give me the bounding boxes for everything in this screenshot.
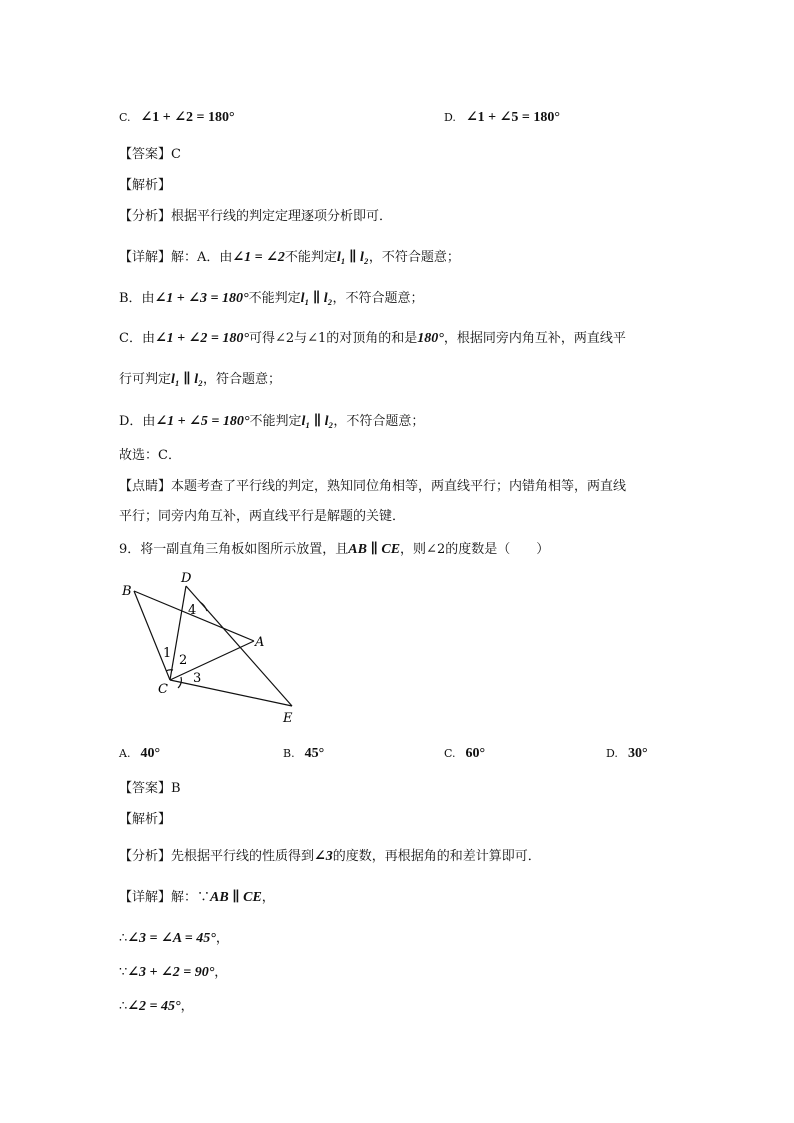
q9-option-d-value: 30° [627,746,648,761]
q8-detail-d-math1: ∠1 + ∠5 = 180° [155,414,250,429]
q9-detail-1 [119,888,275,908]
q9-detail-3-pre: ∵ [119,965,128,980]
q9-fenxi-post: 的度数，再根据角的和差计算即可． [332,849,541,864]
label-d: D [181,571,192,586]
q9-stem [119,540,549,560]
q8-detail-c-line2 [119,370,281,390]
q8-detail-b-math1: ∠1 + ∠3 = 180° [154,291,249,306]
q8-option-d-label: D. [444,111,456,124]
q8-detail-c-post: ，根据同旁内角互补，两直线平 [443,331,626,346]
q9-detail-4-pre: ∴ [119,999,128,1014]
q8-detail-c-mid: 可得∠2与∠1的对顶角的和是 [248,331,418,346]
q9-option-b [283,744,324,764]
q8-detail-a [119,248,460,268]
q8-detail-a-post: ，不符合题意； [368,250,460,265]
q8-detail-a-pre: 【详解】解：A．由 [119,250,233,265]
q9-detail-1-math: AB ∥ CE [210,890,262,905]
q9-detail-1-post: ， [261,890,275,905]
q9-option-c [444,744,485,764]
q8-detail-b-pre: B．由 [119,291,155,306]
q8-option-c-math: ∠1 + ∠2 = 180° [140,110,235,125]
q9-option-b-label: B. [283,747,295,760]
q8-choice: 故选：C． [119,448,181,463]
q8-dianjing-line1: 【点睛】本题考查了平行线的判定，熟知同位角相等，两直线平行；内错角相等，两直线 [119,479,627,494]
q9-fenxi-math: ∠3 [314,849,333,864]
q8-detail-a-math1: ∠1 = ∠2 [232,250,285,265]
q8-detail-d-mid: 不能判定 [249,414,302,429]
label-angle-4: 4 [188,603,197,618]
q8-analysis-heading: 【解析】 [119,178,172,193]
q9-detail-2-post: ， [215,931,229,946]
q8-answer: 【答案】C [119,147,181,162]
q9-answer: 【答案】B [119,781,181,796]
label-a: A [255,635,265,650]
q8-option-d-math: ∠1 + ∠5 = 180° [465,110,560,125]
q9-detail-4-post: ， [180,999,194,1014]
q9-option-c-value: 60° [465,746,486,761]
q9-detail-1-pre: 【详解】解：∵ [119,890,211,905]
q8-detail-c2-math: l₁ ∥ l₂ [171,372,203,387]
q9-option-c-label: C. [444,747,456,760]
q9-detail-3-math: ∠3 + ∠2 = 90° [127,965,215,980]
q9-detail-3 [119,963,227,983]
q9-fenxi-pre: 【分析】先根据平行线的性质得到 [119,849,315,864]
q9-option-b-value: 45° [304,746,325,761]
q8-detail-d-math2: l₁ ∥ l₂ [301,414,334,429]
q8-option-d [444,108,560,128]
q9-stem-pre: 9．将一副直角三角板如图所示放置，且 [119,542,349,557]
q9-detail-4 [119,997,194,1017]
q9-detail-4-math: ∠2 = 45° [127,999,181,1014]
q8-detail-d-pre: D．由 [119,414,156,429]
q9-stem-post: ，则∠2的度数是（ ） [400,542,550,557]
q8-detail-c-pre: C．由 [119,331,155,346]
q8-detail-b-post: ，不符合题意； [332,291,424,306]
q9-option-a-label: A. [119,747,131,760]
q9-detail-2 [119,929,229,949]
label-e: E [283,711,293,726]
q9-analysis-heading: 【解析】 [119,812,172,827]
q8-detail-a-mid: 不能判定 [284,250,337,265]
q8-detail-c-math1: ∠1 + ∠2 = 180° [154,331,249,346]
q8-detail-c-math2: 180° [417,331,444,346]
q8-detail-c-line1 [119,329,626,349]
q8-option-c [119,108,235,128]
q8-detail-d [119,412,424,432]
triangle-figure [115,568,315,728]
q9-detail-2-math: ∠3 = ∠A = 45° [127,931,216,946]
q9-stem-math: AB ∥ CE [348,542,401,557]
label-angle-2: 2 [179,653,188,668]
segment-ce [170,680,292,706]
q8-dianjing-line2: 平行；同旁内角互补，两直线平行是解题的关键． [119,509,406,524]
q8-option-c-label: C. [119,111,131,124]
q8-detail-a-math2: l₁ ∥ l₂ [336,250,369,265]
q9-option-d-label: D. [606,747,618,760]
label-c: C [158,682,168,697]
q9-option-d [606,744,648,764]
q8-detail-c2-pre: 行可判定 [119,372,172,387]
q9-detail-3-post: ， [214,965,228,980]
q9-detail-2-pre: ∴ [119,931,128,946]
q8-detail-b-math2: l₁ ∥ l₂ [300,291,333,306]
q9-fenxi [119,847,541,867]
q8-detail-b [119,289,424,309]
label-angle-1: 1 [163,646,172,661]
q9-option-a-value: 40° [140,746,161,761]
q8-detail-b-mid: 不能判定 [248,291,301,306]
q9-option-a [119,744,160,764]
q8-detail-d-post: ，不符合题意； [333,414,425,429]
label-angle-3: 3 [193,671,202,686]
label-b: B [122,584,132,599]
q8-fenxi: 【分析】根据平行线的判定定理逐项分析即可． [119,209,393,224]
q8-detail-c2-post: ，符合题意； [202,372,281,387]
